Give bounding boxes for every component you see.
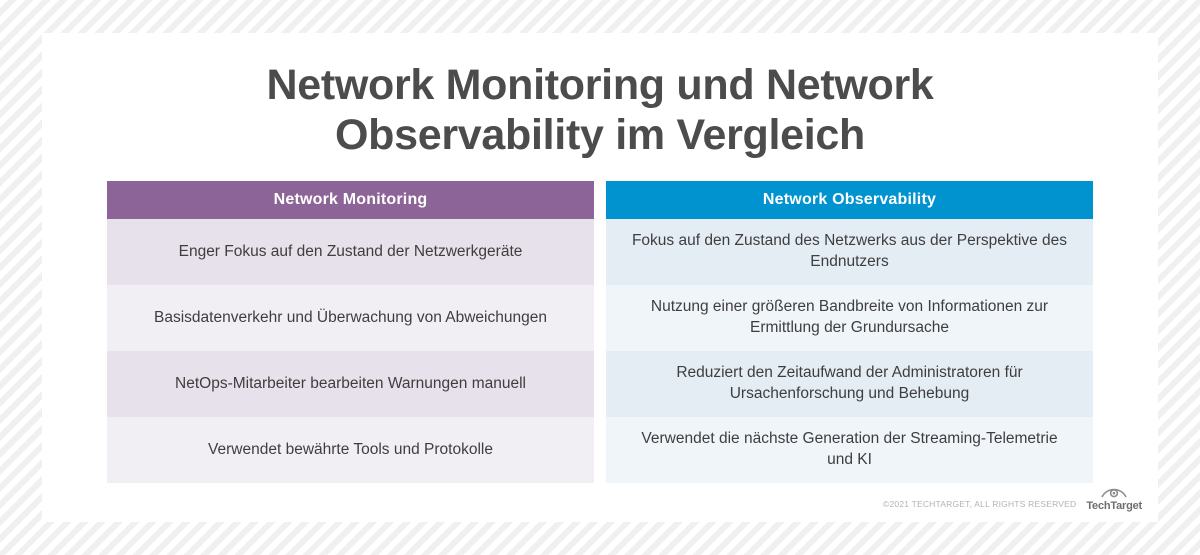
page-title bbox=[42, 33, 1158, 161]
infographic-card bbox=[42, 33, 1158, 522]
page-title-line-1: Network Monitoring und Network bbox=[266, 61, 934, 109]
techtarget-logo bbox=[1086, 486, 1142, 512]
table-row: NetOps-Mitarbeiter bearbeiten Warnungen manuell bbox=[107, 351, 594, 417]
comparison-tables bbox=[107, 181, 1093, 483]
page-title-line-2: Observability im Vergleich bbox=[335, 111, 865, 160]
network-monitoring-header: Network Monitoring bbox=[107, 181, 594, 219]
table-row: Verwendet die nächste Generation der Streaming-Telemetrie und KI bbox=[606, 417, 1093, 483]
network-observability-column bbox=[606, 181, 1093, 483]
table-row: Reduziert den Zeitaufwand der Administratoren für Ursachenforschung und Behebung bbox=[606, 351, 1093, 417]
table-row: Enger Fokus auf den Zustand der Netzwerkgeräte bbox=[107, 219, 594, 285]
techtarget-eye-icon bbox=[1101, 486, 1127, 499]
table-row: Fokus auf den Zustand des Netzwerks aus der Perspektive des Endnutzers bbox=[606, 219, 1093, 285]
network-observability-header: Network Observability bbox=[606, 181, 1093, 219]
table-row: Verwendet bewährte Tools und Protokolle bbox=[107, 417, 594, 483]
copyright-text: ©2021 TECHTARGET, ALL RIGHTS RESERVED bbox=[883, 499, 1077, 509]
network-monitoring-column bbox=[107, 181, 594, 483]
techtarget-logo-text: TechTarget bbox=[1086, 500, 1142, 512]
footer bbox=[883, 486, 1142, 512]
table-row: Nutzung einer größeren Bandbreite von Informationen zur Ermittlung der Grundursache bbox=[606, 285, 1093, 351]
table-row: Basisdatenverkehr und Überwachung von Abweichungen bbox=[107, 285, 594, 351]
